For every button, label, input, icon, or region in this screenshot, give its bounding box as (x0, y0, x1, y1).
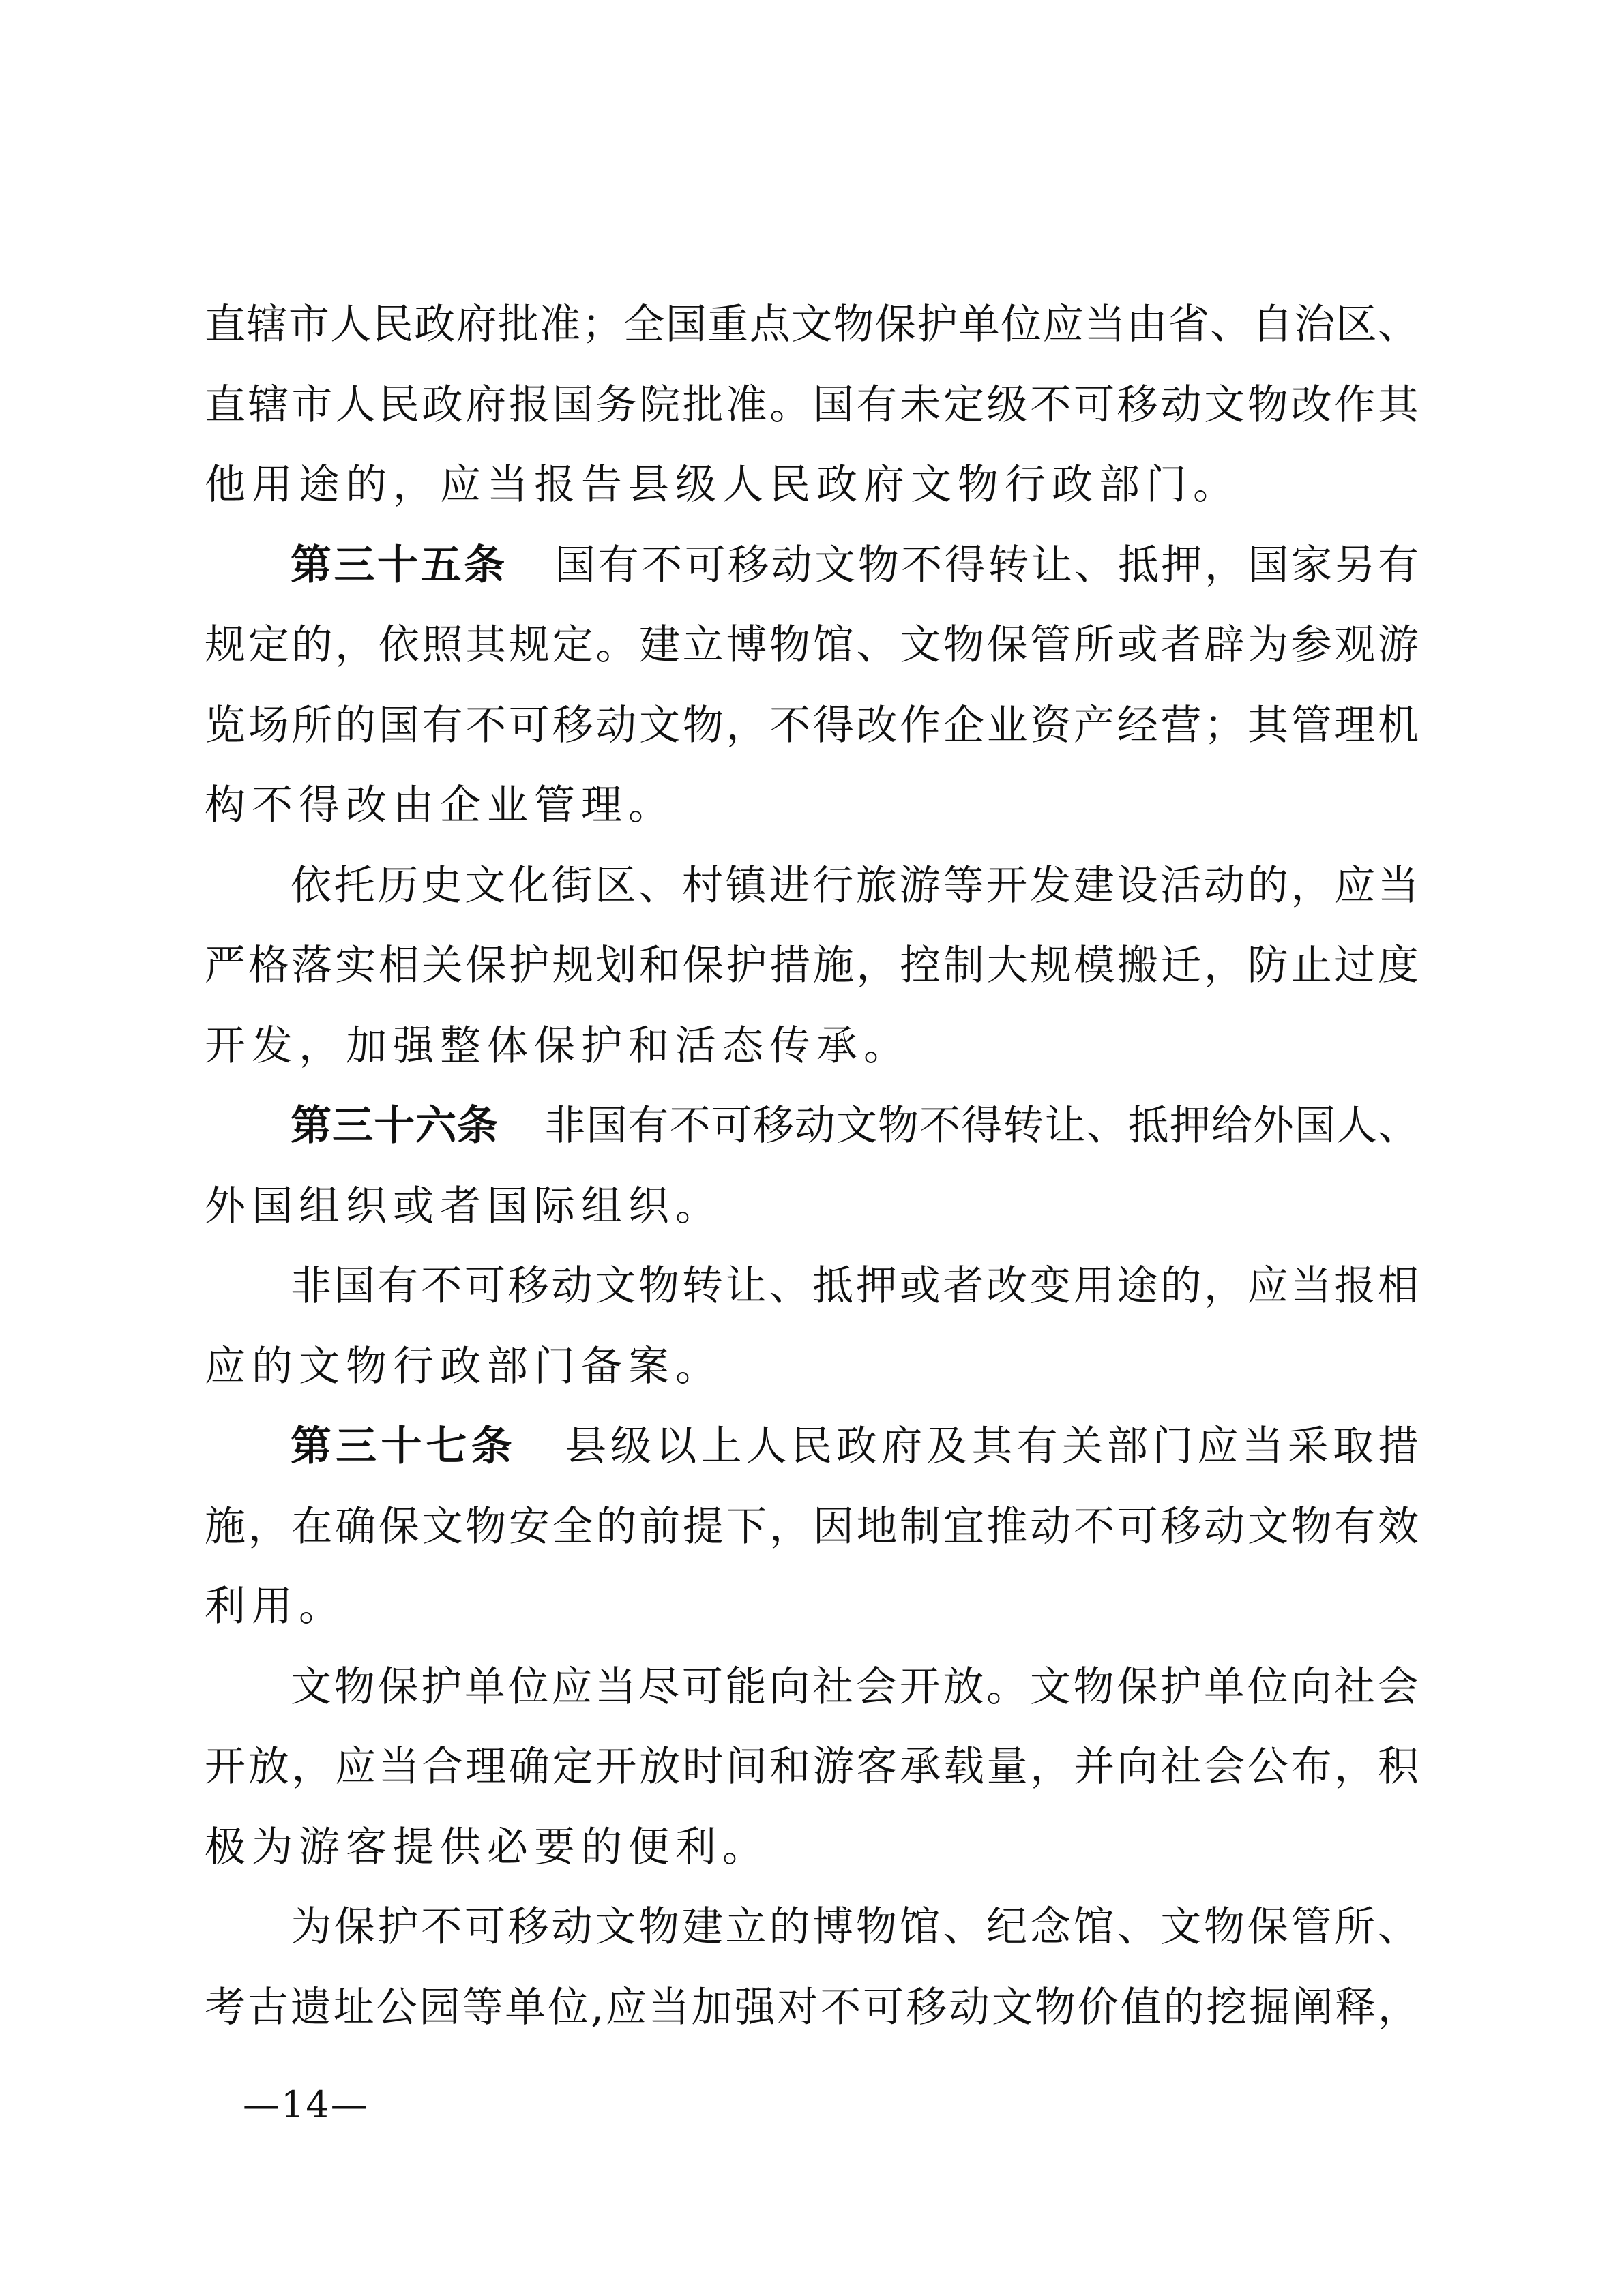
text-line: 规定的，依照其规定。建立博物馆、文物保管所或者辟为参观游 (205, 621, 1419, 669)
text-line: 国有不可移动文物不得转让、抵押，国家另有 (552, 541, 1419, 589)
text-line: 他用途的，应当报告县级人民政府文物行政部门。 (205, 461, 1240, 509)
text-line: 县级以上人民政府及其有关部门应当采取措 (561, 1422, 1419, 1470)
text-line: 极为游客提供必要的便利。 (205, 1823, 769, 1871)
article-37-first-line (205, 1407, 1419, 1487)
text-line: 开放，应当合理确定开放时间和游客承载量，并向社会公布，积 (205, 1743, 1419, 1791)
text-line: 直辖市人民政府报国务院批准。国有未定级不可移动文物改作其 (205, 381, 1419, 429)
text-line: 依托历史文化街区、村镇进行旅游等开发建设活动的，应当 (291, 861, 1419, 910)
text-line: 文物保护单位应当尽可能向社会开放。文物保护单位向社会 (291, 1663, 1419, 1711)
text-line: 直辖市人民政府批准；全国重点文物保护单位应当由省、自治区、 (205, 301, 1419, 348)
text-line: 览场所的国有不可移动文物，不得改作企业资产经营；其管理机 (205, 701, 1419, 749)
text-line: 外国组织或者国际组织。 (205, 1182, 722, 1230)
page-number: —14— (243, 2083, 369, 2126)
article-35-heading: 第三十五条 (291, 541, 507, 589)
text-line: 利用。 (205, 1583, 346, 1630)
document-body (205, 285, 1419, 2048)
text-line: 非国有不可移动文物不得转让、抵押给外国人、 (544, 1102, 1419, 1150)
text-line: 应的文物行政部门备案。 (205, 1342, 722, 1390)
text-line: 非国有不可移动文物转让、抵押或者改变用途的，应当报相 (291, 1262, 1419, 1310)
article-36-heading: 第三十六条 (291, 1102, 499, 1150)
text-line: 施，在确保文物安全的前提下，因地制宜推动不可移动文物有效 (205, 1502, 1419, 1551)
text-line: 考古遗址公园等单位,应当加强对不可移动文物价值的挖掘阐释， (205, 1983, 1419, 2031)
article-35-first-line (205, 526, 1419, 606)
text-line: 为保护不可移动文物建立的博物馆、纪念馆、文物保管所、 (291, 1903, 1419, 1951)
text-line: 严格落实相关保护规划和保护措施，控制大规模搬迁，防止过度 (205, 942, 1419, 989)
article-36-first-line (205, 1086, 1419, 1167)
text-line: 构不得改由企业管理。 (205, 781, 675, 829)
article-37-heading: 第三十七条 (291, 1422, 516, 1470)
text-line: 开发，加强整体保护和活态传承。 (205, 1022, 911, 1070)
